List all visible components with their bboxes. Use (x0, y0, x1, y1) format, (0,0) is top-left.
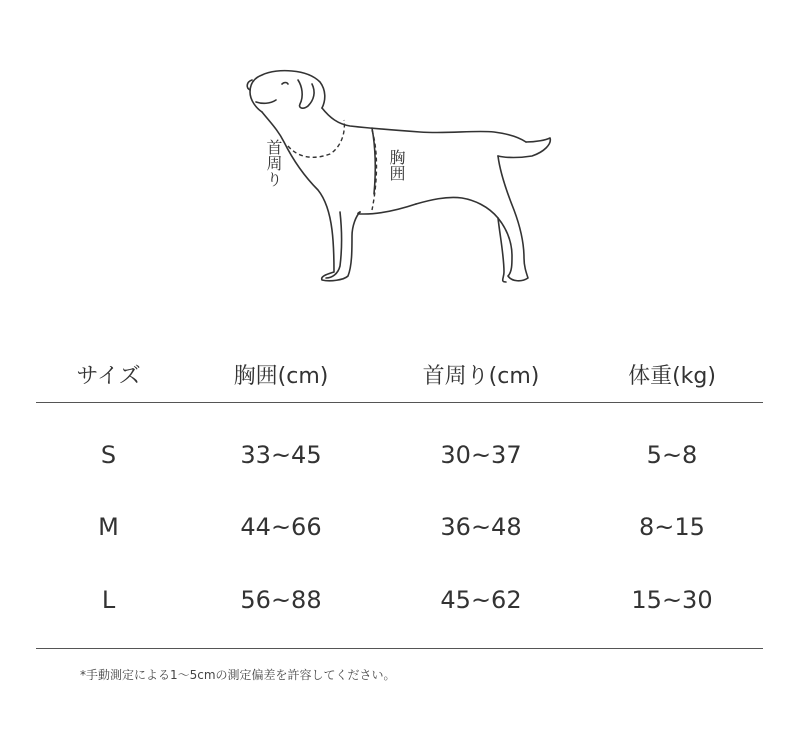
neck-label: 首周り (264, 139, 283, 187)
chest-cell: 33~45 (240, 441, 322, 469)
weight-cell: 8~15 (639, 513, 705, 541)
size-cell: M (98, 513, 119, 541)
chest-cell: 44~66 (240, 513, 322, 541)
table-row (36, 580, 763, 620)
size-cell: S (100, 441, 117, 469)
header-divider (36, 402, 763, 403)
neck-cell: 36~48 (440, 513, 522, 541)
chest-label: 胸囲 (387, 149, 406, 181)
header-chest: 胸囲(cm) (233, 364, 329, 389)
neck-cell: 45~62 (440, 586, 522, 614)
header-size: サイズ (76, 364, 141, 389)
chest-cell: 56~88 (240, 586, 322, 614)
neck-cell: 30~37 (440, 441, 522, 469)
size-cell: L (101, 586, 116, 614)
measurement-footnote: *手動測定による1〜5cmの測定偏差を許容してください。 (80, 668, 396, 682)
weight-cell: 15~30 (631, 586, 713, 614)
weight-cell: 5~8 (646, 441, 698, 469)
header-weight: 体重(kg) (628, 364, 716, 389)
dog-measurement-illustration (0, 0, 800, 300)
table-header-row (36, 357, 763, 397)
table-row (36, 435, 763, 475)
table-bottom-divider (36, 648, 763, 649)
header-neck: 首周り(cm) (422, 364, 540, 389)
table-row (36, 507, 763, 547)
